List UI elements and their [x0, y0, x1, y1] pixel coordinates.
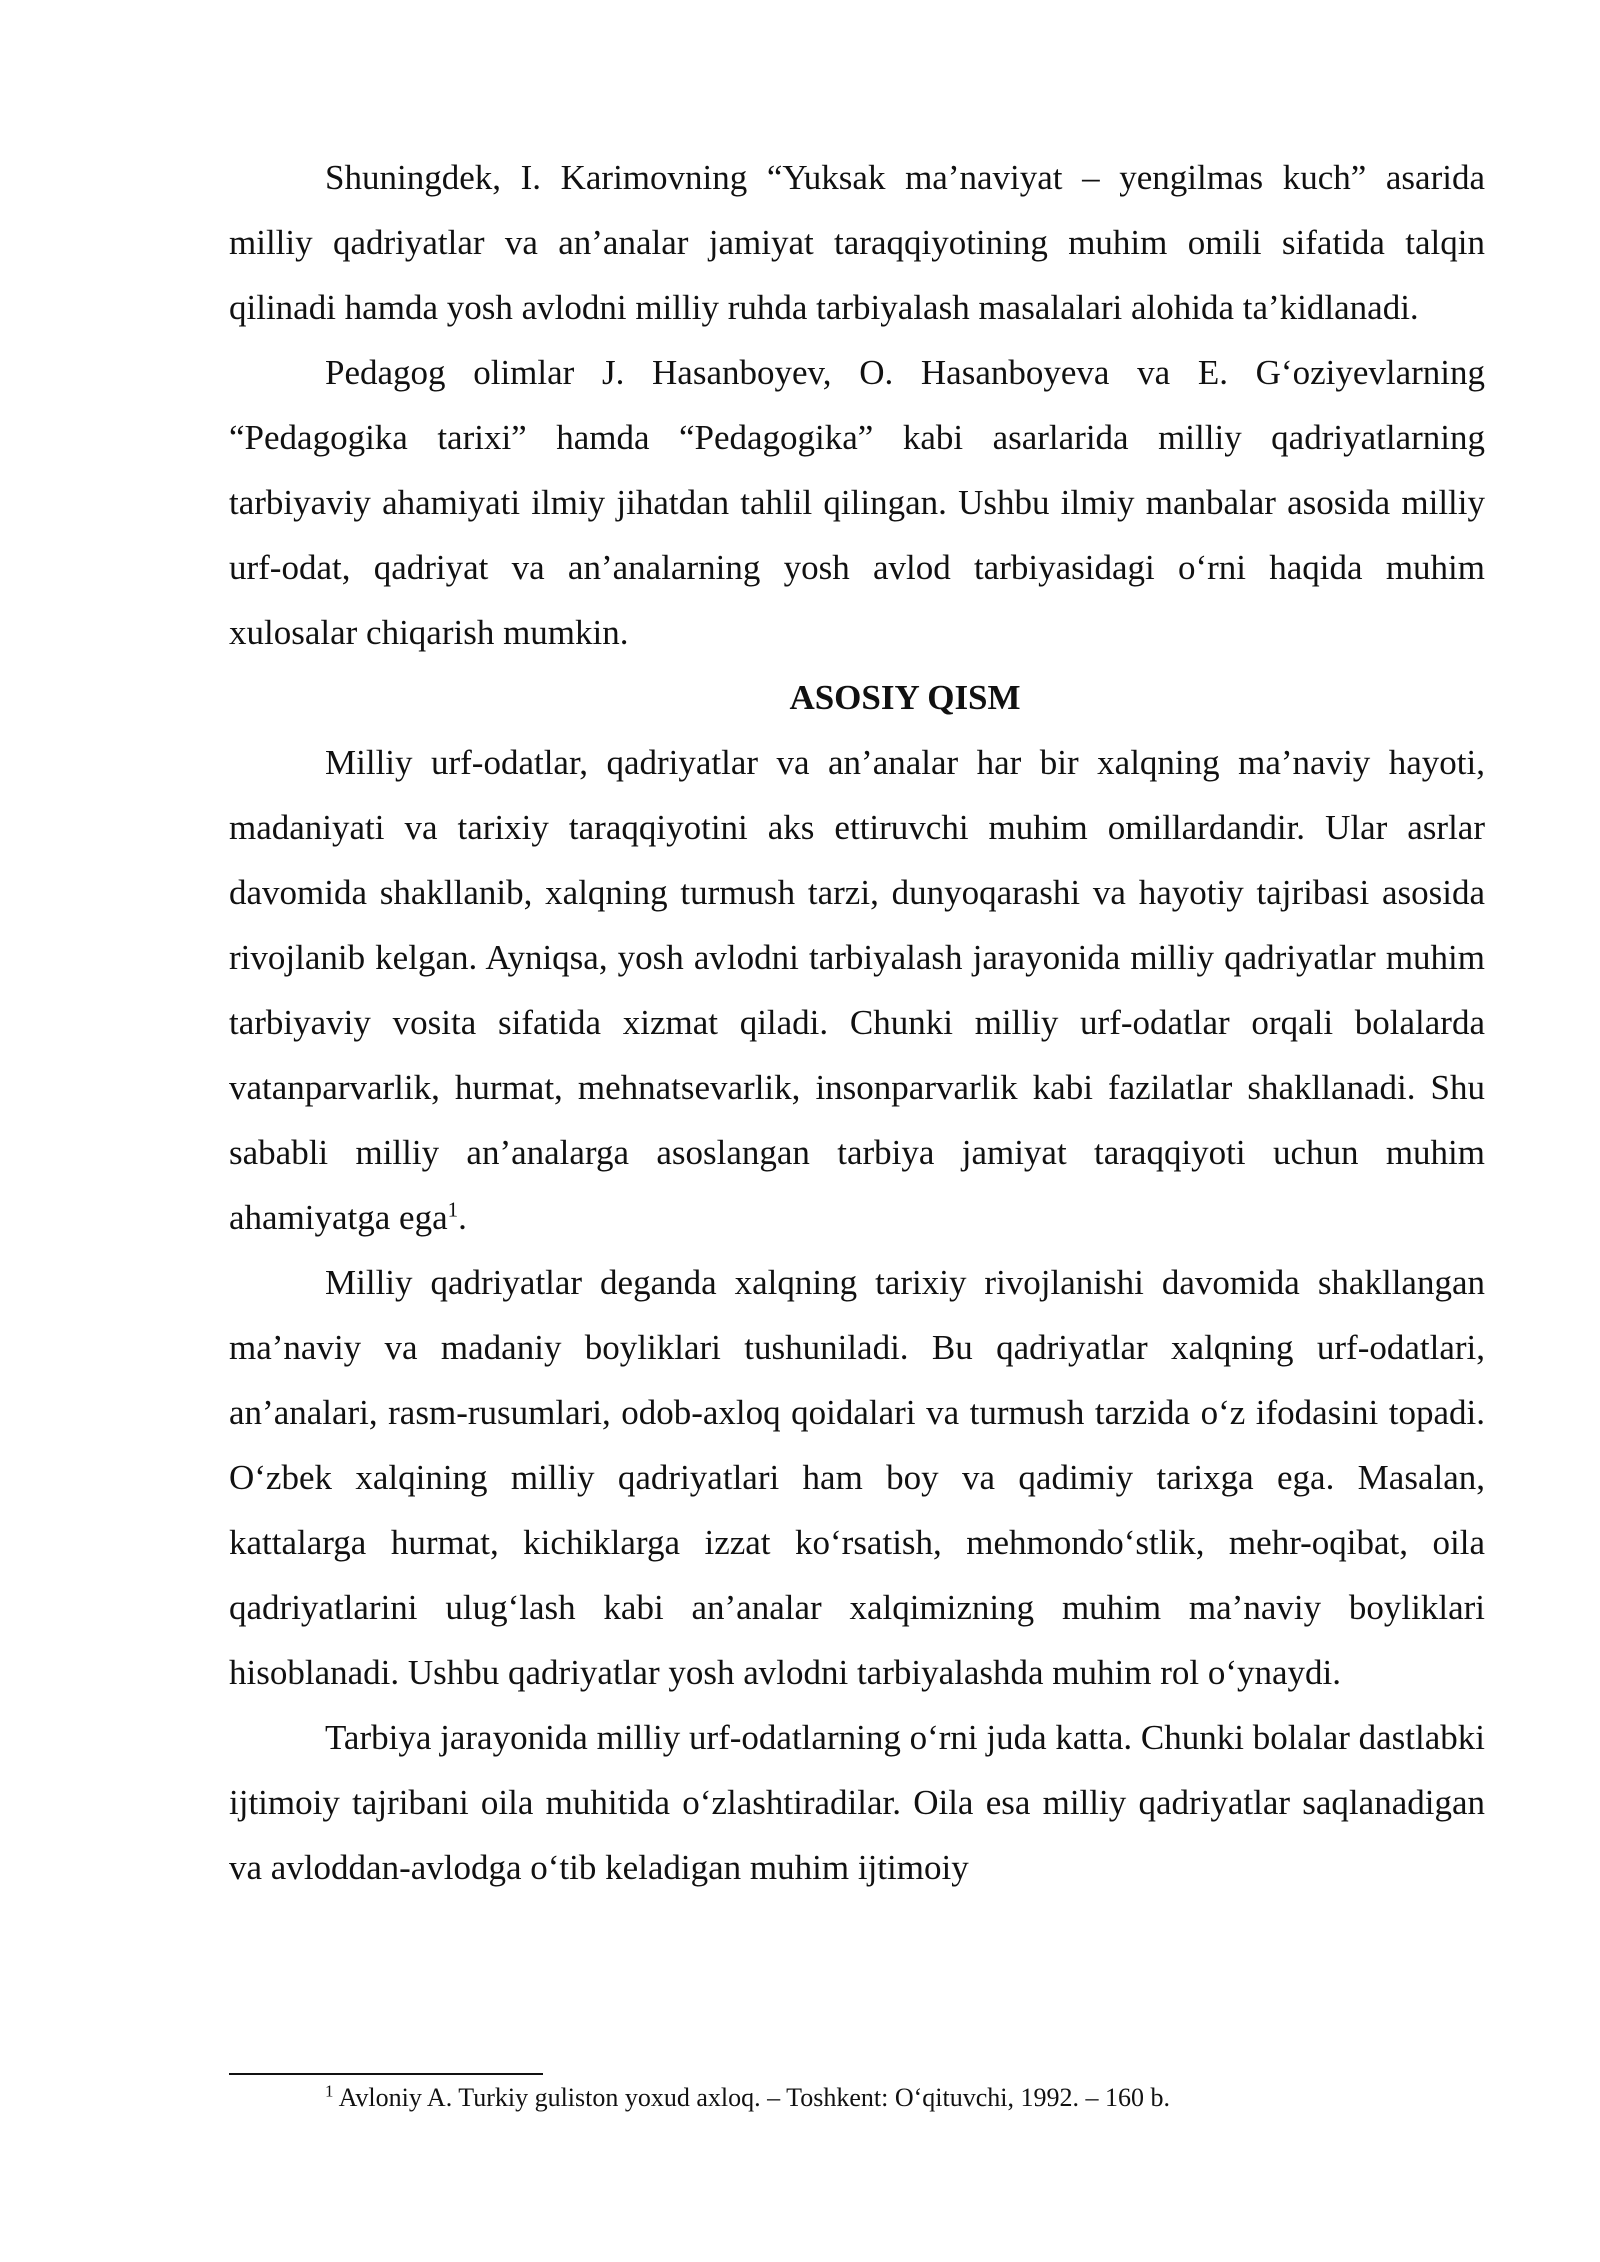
- paragraph-milliy-urf-odatlar: [229, 730, 1485, 1250]
- footnote-number: 1: [325, 2081, 334, 2101]
- paragraph-milliy-urf-odatlar-text: Milliy urf-odatlar, qadriyatlar va an’analar har bir xalqning ma’naviy hayoti, madaniyati va tarixiy taraqqiyotini aks ettiruvchi muhim omillardandir. Ular asrlar davomida shakllanib, xalqning turmush tarzi, dunyoqarashi va hayotiy tajribasi asosida rivojlanib kelgan. Ayniqsa, yosh avlodni tarbiyalash jarayonida milliy qadriyatlar muhim tarbiyaviy vosita sifatida xizmat qiladi. Chunki milliy urf-odatlar orqali bolalarda vatanparvarlik, hurmat, mehnatsevarlik, insonparvarlik kabi fazilatlar shakllanadi. Shu sababli milliy an’analarga asoslangan tarbiya jamiyat taraqqiyoti uchun muhim ahamiyatga ega: [229, 743, 1485, 1237]
- footnote-reference[interactable]: 1: [447, 1197, 459, 1222]
- section-heading: ASOSIY QISM: [789, 678, 1021, 717]
- paragraph-end-period: .: [458, 1198, 467, 1237]
- paragraph-milliy-qadriyatlar: Milliy qadriyatlar deganda xalqning tarixiy rivojlanishi davomida shakllangan ma’naviy va madaniy boyliklari tushuniladi. Bu qadriyatlar xalqning urf-odatlari, an’analari, rasm-rusumlari, odob-axloq qoidalari va turmush tarzida o‘z ifodasini topadi. O‘zbek xalqining milliy qadriyatlari ham boy va qadimiy tarixga ega. Masalan, kattalarga hurmat, kichiklarga izzat ko‘rsatish, mehmondo‘stlik, mehr-oqibat, oila qadriyatlarini ulug‘lash kabi an’analar xalqimizning muhim ma’naviy boyliklari hisoblanadi. Ushbu qadriyatlar yosh avlodni tarbiyalashda muhim rol o‘ynaydi.: [229, 1263, 1485, 1692]
- paragraph-pedagog-olimlar: Pedagog olimlar J. Hasanboyev, O. Hasanboyeva va E. G‘oziyevlarning “Pedagogika tarixi” hamda “Pedagogika” kabi asarlarida milliy qadriyatlarning tarbiyaviy ahamiyati ilmiy jihatdan tahlil qilingan. Ushbu ilmiy manbalar asosida milliy urf-odat, qadriyat va an’analarning yosh avlod tarbiyasidagi o‘rni haqida muhim xulosalar chiqarish mumkin.: [229, 353, 1485, 652]
- paragraph-tarbiya-jarayonida: Tarbiya jarayonida milliy urf-odatlarning o‘rni juda katta. Chunki bolalar dastlabki ijtimoiy tajribani oila muhitida o‘zlashtiradilar. Oila esa milliy qadriyatlar saqlanadigan va avloddan-avlodga o‘tib keladigan muhim ijtimoiy: [229, 1718, 1485, 1887]
- footnote: [229, 2080, 1485, 2116]
- paragraph-karimov: Shuningdek, I. Karimovning “Yuksak ma’naviyat – yengilmas kuch” asarida milliy qadriyatlar va an’analar jamiyat taraqqiyotining muhim omili sifatida talqin qilinadi hamda yosh avlodni milliy ruhda tarbiyalash masalalari alohida ta’kidlanadi.: [229, 158, 1485, 327]
- footnote-separator: [229, 2073, 543, 2075]
- footnote-text: Avloniy A. Turkiy guliston yoxud axloq. – Toshkent: O‘qituvchi, 1992. – 160 b.: [333, 2083, 1170, 2112]
- body-text: [229, 145, 1485, 1900]
